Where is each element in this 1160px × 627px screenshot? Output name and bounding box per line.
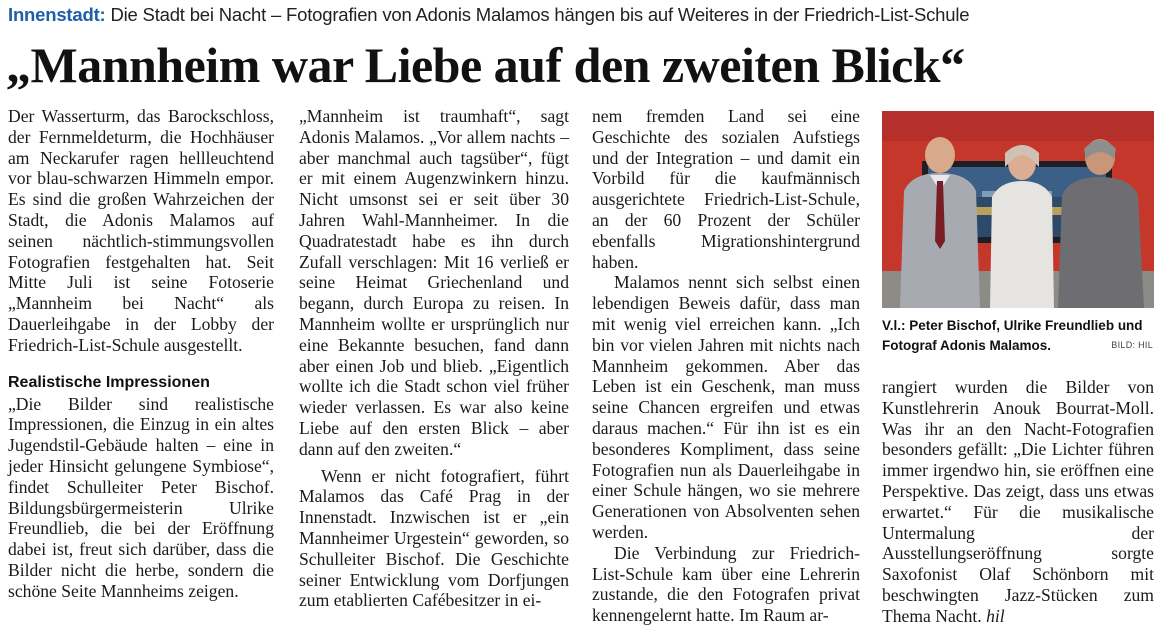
kicker-location: Innenstadt: bbox=[8, 4, 106, 25]
paragraph: „Die Bilder sind realistische Impressionen, die Einzug in ein altes Jugendstil-Gebäude halten – eine in jeder Hinsicht gelungene Symbiose“, findet Schulleiter Peter Bischof. Bildungsbürgermeisterin Ulrike Freundlieb, die bei der Eröffnung dabei ist, freut sich darüber, dass die Bilder nicht die herbe, sondern die schöne Seite Mannheims zeigen. bbox=[8, 393, 274, 601]
paragraph: Wenn er nicht fotografiert, führt Malamos das Café Prag in der Innenstadt. Inzwischen ist er „ein Mannheimer Urgestein“ geworden, so Schulleiter Bischof. Die Geschichte seiner Entwicklung vom Dorfjungen zum etablierten Cafébesitzer in ei- bbox=[299, 465, 569, 611]
paragraph: Die Verbindung zur Friedrich-List-Schule kam über eine Lehrerin zustande, die den Fotografen privat kennengelernt hatte. Im Raum ar- bbox=[592, 542, 860, 626]
headline: „Mannheim war Liebe auf den zweiten Blick“ bbox=[6, 37, 965, 93]
author-signature: hil bbox=[986, 605, 1005, 626]
paragraph bbox=[882, 377, 1154, 627]
kicker-line bbox=[8, 3, 1158, 27]
subheading: Realistische Impressionen bbox=[8, 373, 210, 391]
article-photo bbox=[882, 111, 1154, 308]
paragraph: „Mannheim ist traumhaft“, sagt Adonis Malamos. „Vor allem nachts – aber manchmal auch tagsüber“, fügt er mit einem Augenzwinkern hinzu. Nicht umsonst sei er seit über 30 Jahren Wahl-Mannheimer. In die Quadratestadt habe es ihn durch Zufall verschlagen: Mit 16 verließ er seine Heimat Griechenland und begann, durch Europa zu reisen. In Mannheim wollte er ursprünglich nur eine Bekannte besuchen, fand dann aber einen Job und blieb. „Eigentlich wollte ich die Stadt schon viel früher wieder verlassen. Es war also keine Liebe auf den ersten Blick – aber dann auf den zweiten.“ bbox=[299, 106, 569, 459]
paragraph-text: rangiert wurden die Bilder von Kunstlehrerin Anouk Bourrat-Moll. Was ihr an den Nacht-Fotografien besonders gefällt: „Die Lichter führen immer irgendwo hin, sie eröffnen eine Perspektive. Das zeigt, dass uns etwas erwartet.“ Für die musikalische Untermalung der Ausstellungseröffnung sorgte Saxofonist Olaf Schönborn mit beschwingten Jazz-Stücken zum Thema Nacht. bbox=[882, 377, 1154, 626]
paragraph: Der Wasserturm, das Barockschloss, der Fernmeldeturm, die Hochhäuser am Neckarufer ragen hellleuchtend vor blau-schwarzen Himmeln empor. Es sind die großen Wahrzeichen der Stadt, die Adonis Malamos auf seinen nächtlich-stimmungsvollen Fotografien festgehalten hat. Seit Mitte Juli ist seine Fotoserie „Mannheim bei Nacht“ als Dauerleihgabe in der Lobby der Friedrich-List-Schule ausgestellt. bbox=[8, 106, 274, 355]
photo-credit: BILD: HIL bbox=[1111, 340, 1153, 350]
article-column-4 bbox=[882, 377, 1154, 627]
photo-caption: V.l.: Peter Bischof, Ulrike Freundlieb und Fotograf Adonis Malamos. bbox=[882, 318, 1143, 353]
article-column-1 bbox=[8, 106, 274, 602]
paragraph: Malamos nennt sich selbst einen lebendigen Beweis dafür, dass man mit wenig viel erreichen kann. „Ich bin vor vielen Jahren mit nichts nach Mannheim gekommen. Aber das Leben ist ein Geschenk, man muss seine Chancen ergreifen und etwas daraus machen.“ Für ihn ist es ein besonderes Kompliment, dass seine Fotografien nun als Dauerleihgabe in einer Schule hängen, wo sie mehrere Generationen von Absolventen sehen werden. bbox=[592, 272, 860, 542]
photo-illustration bbox=[882, 111, 1154, 308]
paragraph: nem fremden Land sei eine Geschichte des sozialen Aufstiegs und der Integration – und damit ein Vorbild für die kaufmännisch ausgerichtete Friedrich-List-Schule, an der 60 Prozent der Schüler ebenfalls Migrationshintergrund haben. bbox=[592, 106, 860, 272]
article-column-3 bbox=[592, 106, 860, 626]
kicker-text: Die Stadt bei Nacht – Fotografien von Adonis Malamos hängen bis auf Weiteres in der Friedrich-List-Schule bbox=[110, 4, 970, 25]
article-column-2 bbox=[299, 106, 569, 611]
